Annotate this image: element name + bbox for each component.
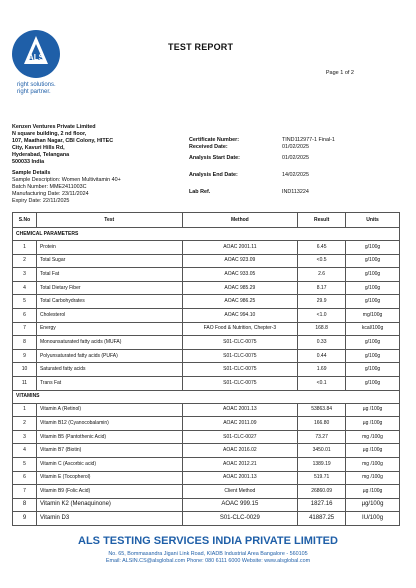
cert-value: TIND112977-1 Final-1	[282, 137, 335, 143]
test-cell: Vitamin K2 (Menaquinone)	[36, 498, 182, 512]
method-cell: S01-CLC-0075	[182, 349, 298, 363]
result-cell: <0.5	[298, 254, 346, 268]
method-cell: AOAC 999.15	[182, 498, 298, 512]
units-cell: mg/100g	[346, 308, 400, 322]
sno-cell: 7	[13, 485, 37, 499]
result-cell: <0.1	[298, 376, 346, 390]
test-cell: Total Fat	[36, 268, 182, 282]
units-cell: g/100g	[346, 295, 400, 309]
table-row	[13, 457, 400, 471]
result-cell: 0.33	[298, 336, 346, 350]
method-cell: AOAC 2001.13	[182, 403, 298, 417]
test-cell: Energy	[36, 322, 182, 336]
test-cell: Saturated fatty acids	[36, 363, 182, 377]
method-cell: S01-CLC-0075	[182, 363, 298, 377]
test-cell: Vitamin A (Retinol)	[36, 403, 182, 417]
table-row	[13, 281, 400, 295]
method-cell: S01-CLC-0029	[182, 512, 298, 526]
result-cell: 1827.16	[298, 498, 346, 512]
test-cell: Total Dietary Fiber	[36, 281, 182, 295]
table-row	[13, 498, 400, 512]
certificate-info	[189, 137, 335, 196]
cert-row	[189, 189, 335, 196]
result-cell: 166.80	[298, 417, 346, 431]
test-cell: Vitamin C (Ascorbic acid)	[36, 457, 182, 471]
units-cell: g/100g	[346, 254, 400, 268]
customer-line: City, Kavuri Hills Rd,	[12, 144, 65, 151]
cert-row	[189, 144, 335, 151]
units-cell: mg /100g	[346, 471, 400, 485]
result-cell: 519.71	[298, 471, 346, 485]
test-cell: Protein	[36, 241, 182, 255]
test-cell: Polyunsaturated fatty acids (PUFA)	[36, 349, 182, 363]
table-row	[13, 295, 400, 309]
cert-value: IND113224	[282, 189, 309, 195]
units-cell: g/100g	[346, 349, 400, 363]
cert-label: Certificate Number:	[189, 137, 240, 143]
method-cell: AOAC 2012.21	[182, 457, 298, 471]
result-cell: 41887.25	[298, 512, 346, 526]
method-cell: AOAC 2016.02	[182, 444, 298, 458]
sno-cell: 1	[13, 241, 37, 255]
result-cell: <1.0	[298, 308, 346, 322]
sample-line: Sample Description: Women Multivitamin 40+	[12, 177, 121, 183]
cert-row	[189, 137, 335, 144]
test-cell: Vitamin B5 (Pantothenic Acid)	[36, 430, 182, 444]
table-row	[13, 336, 400, 350]
logo-text: ALS	[28, 53, 44, 62]
customer-line: N square building, 2 nd floor,	[12, 130, 87, 137]
result-cell: 29.9	[298, 295, 346, 309]
test-cell: Vitamin B9 (Folic Acid)	[36, 485, 182, 499]
units-cell: µg /100g	[346, 444, 400, 458]
table-body	[13, 228, 400, 526]
sample-line: Manufacturing Date: 23/11/2024	[12, 191, 89, 197]
units-cell: mg /100g	[346, 430, 400, 444]
test-cell: Vitamin B7 (Biotin)	[36, 444, 182, 458]
method-cell: S01-CLC-0027	[182, 430, 298, 444]
table-row	[13, 308, 400, 322]
method-cell: S01-CLC-0075	[182, 376, 298, 390]
table-row	[13, 349, 400, 363]
customer-line: Kenzen Ventures Private Limited	[12, 124, 96, 130]
sno-cell: 10	[13, 363, 37, 377]
sample-heading: Sample Details	[12, 170, 51, 176]
table-row	[13, 444, 400, 458]
table-row	[13, 254, 400, 268]
page-info: Page 1 of 2	[325, 70, 354, 76]
table-row	[13, 322, 400, 336]
sno-cell: 8	[13, 336, 37, 350]
result-cell: 26860.09	[298, 485, 346, 499]
table-row	[13, 471, 400, 485]
customer-line: 107, Maathan Nagar, CBI Colony, HITEC	[12, 137, 114, 144]
report-title: TEST REPORT	[168, 42, 234, 52]
result-cell: 6.45	[298, 241, 346, 255]
result-cell: 1389.19	[298, 457, 346, 471]
cert-value: 01/02/2025	[282, 155, 309, 161]
sno-cell: 7	[13, 322, 37, 336]
result-cell: 8.17	[298, 281, 346, 295]
test-cell: Total Sugar	[36, 254, 182, 268]
test-cell: Trans Fat	[36, 376, 182, 390]
header-cell: Result	[298, 213, 346, 228]
cert-value: 01/02/2025	[282, 144, 309, 150]
cert-label: Lab Ref.	[189, 189, 211, 195]
tagline-1: right solutions.	[17, 82, 56, 88]
footer-address: No. 65, Bommasandra Jigani Link Road, KIADB Industrial Area Bangalore - 560105	[108, 551, 308, 557]
units-cell: kcal/100g	[346, 322, 400, 336]
table-row	[13, 512, 400, 526]
units-cell: µg/100g	[346, 498, 400, 512]
table-row	[13, 485, 400, 499]
sno-cell: 4	[13, 281, 37, 295]
units-cell: µg /100g	[346, 403, 400, 417]
test-cell: Vitamin D3	[36, 512, 182, 526]
header-cell: Test	[36, 213, 182, 228]
test-cell: Monounsaturated fatty acids (MUFA)	[36, 336, 182, 350]
table-header-row	[13, 213, 400, 228]
sample-details	[12, 170, 121, 205]
section-row	[13, 390, 400, 403]
customer-line: Hyderabad, Telangana	[12, 151, 70, 158]
sample-line: Expiry Date: 22/11/2025	[12, 198, 70, 204]
test-cell: Vitamin E (Tocopherol)	[36, 471, 182, 485]
results-table	[12, 212, 400, 526]
header-cell: Units	[346, 213, 400, 228]
cert-row	[189, 172, 335, 179]
units-cell: µg /100g	[346, 485, 400, 499]
table-row	[13, 417, 400, 431]
method-cell: AOAC 2001.11	[182, 241, 298, 255]
method-cell: Client Method	[182, 485, 298, 499]
method-cell: FAO Food & Nutrition, Chepter-3	[182, 322, 298, 336]
sno-cell: 9	[13, 512, 37, 526]
units-cell: g/100g	[346, 336, 400, 350]
cert-label: Analysis Start Date:	[189, 155, 240, 161]
sno-cell: 1	[13, 403, 37, 417]
table-row	[13, 241, 400, 255]
result-cell: 0.44	[298, 349, 346, 363]
customer-address	[12, 124, 113, 165]
section-title: VITAMINS	[13, 390, 400, 403]
method-cell: AOAC 2011.09	[182, 417, 298, 431]
sno-cell: 9	[13, 349, 37, 363]
method-cell: AOAC 2001.13	[182, 471, 298, 485]
sno-cell: 3	[13, 430, 37, 444]
sno-cell: 5	[13, 295, 37, 309]
test-cell: Total Carbohydrates	[36, 295, 182, 309]
method-cell: AOAC 986.25	[182, 295, 298, 309]
units-cell: mg /100g	[346, 457, 400, 471]
sno-cell: 8	[13, 498, 37, 512]
cert-value: 14/02/2025	[282, 172, 309, 178]
sno-cell: 2	[13, 254, 37, 268]
table-row	[13, 376, 400, 390]
result-cell: 73.27	[298, 430, 346, 444]
als-logo	[12, 30, 60, 78]
units-cell: g/100g	[346, 363, 400, 377]
test-cell: Cholesterol	[36, 308, 182, 322]
table-row	[13, 403, 400, 417]
sno-cell: 6	[13, 308, 37, 322]
sno-cell: 6	[13, 471, 37, 485]
result-cell: 1.69	[298, 363, 346, 377]
cert-label: Analysis End Date:	[189, 172, 238, 178]
table-row	[13, 430, 400, 444]
footer-company: ALS TESTING SERVICES INDIA PRIVATE LIMITED	[78, 535, 338, 547]
sno-cell: 3	[13, 268, 37, 282]
als-logo-icon	[12, 30, 60, 78]
units-cell: g/100g	[346, 281, 400, 295]
cert-row	[189, 155, 335, 162]
sno-cell: 11	[13, 376, 37, 390]
section-title: CHEMICAL PARAMETERS	[13, 228, 400, 241]
units-cell: g/100g	[346, 376, 400, 390]
method-cell: AOAC 933.05	[182, 268, 298, 282]
units-cell: g/100g	[346, 241, 400, 255]
customer-line: 500033 India	[12, 158, 45, 165]
result-cell: 2.6	[298, 268, 346, 282]
method-cell: S01-CLC-0075	[182, 336, 298, 350]
method-cell: AOAC 923.09	[182, 254, 298, 268]
sno-cell: 5	[13, 457, 37, 471]
header-cell: S.No	[13, 213, 37, 228]
table-row	[13, 268, 400, 282]
cert-label: Received Date:	[189, 144, 228, 150]
result-cell: 53863.84	[298, 403, 346, 417]
units-cell: µg /100g	[346, 417, 400, 431]
units-cell: g/100g	[346, 268, 400, 282]
units-cell: IU/100g	[346, 512, 400, 526]
tagline-2: right partner.	[17, 89, 51, 95]
test-cell: Vitamin B12 (Cyanocobalamin)	[36, 417, 182, 431]
footer-contact: Email: ALSIN.CS@alsglobal.com Phone: 080 6111 6000 Website: www.alsglobal.com	[105, 558, 311, 564]
table-row	[13, 363, 400, 377]
header-cell: Method	[182, 213, 298, 228]
sample-line: Batch Number: MME2411003C	[12, 184, 87, 190]
method-cell: AOAC 994.10	[182, 308, 298, 322]
sno-cell: 4	[13, 444, 37, 458]
section-row	[13, 228, 400, 241]
sno-cell: 2	[13, 417, 37, 431]
method-cell: AOAC 985.29	[182, 281, 298, 295]
result-cell: 168.8	[298, 322, 346, 336]
result-cell: 3450.01	[298, 444, 346, 458]
